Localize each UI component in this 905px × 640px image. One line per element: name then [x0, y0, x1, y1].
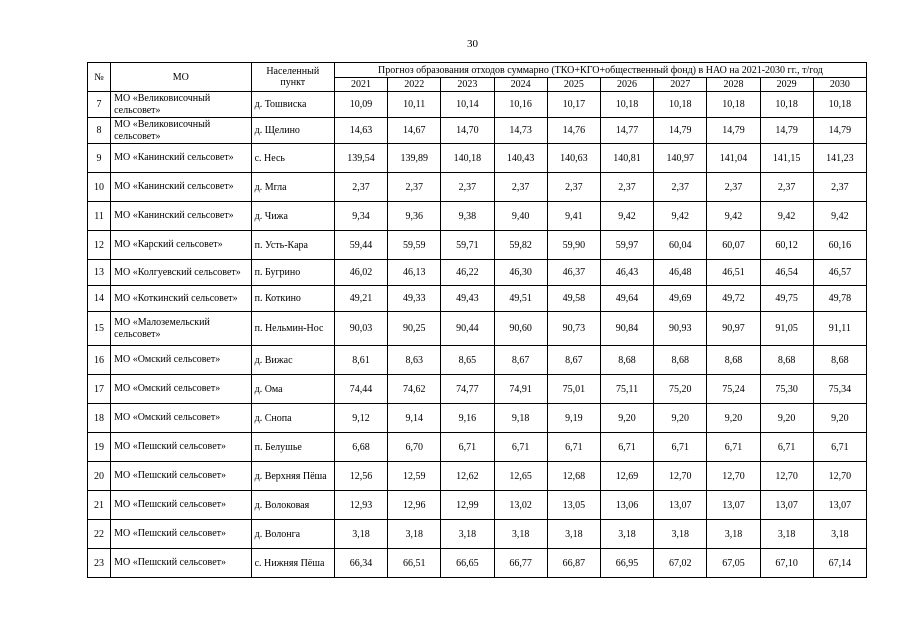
value-cell: 10,17	[547, 92, 600, 118]
value-cell: 49,78	[813, 286, 866, 312]
value-cell: 66,51	[388, 549, 441, 578]
header-year: 2027	[654, 78, 707, 92]
value-cell: 12,70	[707, 462, 760, 491]
value-cell: 10,18	[813, 92, 866, 118]
mo-cell: МО «Пешский сельсовет»	[111, 433, 252, 462]
value-cell: 10,11	[388, 92, 441, 118]
value-cell: 10,16	[494, 92, 547, 118]
value-cell: 12,70	[760, 462, 813, 491]
value-cell: 49,72	[707, 286, 760, 312]
value-cell: 3,18	[600, 520, 653, 549]
table-row	[88, 549, 867, 578]
value-cell: 90,25	[388, 312, 441, 346]
value-cell: 67,14	[813, 549, 866, 578]
value-cell: 6,71	[654, 433, 707, 462]
settlement-cell: п. Коткино	[251, 286, 334, 312]
value-cell: 90,73	[547, 312, 600, 346]
value-cell: 46,02	[334, 260, 387, 286]
value-cell: 9,42	[760, 202, 813, 231]
value-cell: 2,37	[334, 173, 387, 202]
value-cell: 49,69	[654, 286, 707, 312]
row-number-cell: 13	[88, 260, 111, 286]
mo-cell: МО «Великовисочный сельсовет»	[111, 92, 252, 118]
mo-cell: МО «Малоземельский сельсовет»	[111, 312, 252, 346]
settlement-cell: д. Верхняя Пёша	[251, 462, 334, 491]
mo-cell: МО «Пешский сельсовет»	[111, 520, 252, 549]
row-number-cell: 11	[88, 202, 111, 231]
value-cell: 12,56	[334, 462, 387, 491]
value-cell: 90,44	[441, 312, 494, 346]
value-cell: 14,76	[547, 118, 600, 144]
row-number-cell: 17	[88, 375, 111, 404]
value-cell: 8,63	[388, 346, 441, 375]
header-year: 2028	[707, 78, 760, 92]
value-cell: 49,43	[441, 286, 494, 312]
table-row	[88, 92, 867, 118]
value-cell: 6,71	[707, 433, 760, 462]
value-cell: 10,18	[654, 92, 707, 118]
table-row	[88, 433, 867, 462]
value-cell: 75,11	[600, 375, 653, 404]
value-cell: 10,14	[441, 92, 494, 118]
table-row	[88, 346, 867, 375]
value-cell: 140,18	[441, 144, 494, 173]
value-cell: 12,93	[334, 491, 387, 520]
value-cell: 66,87	[547, 549, 600, 578]
value-cell: 3,18	[494, 520, 547, 549]
mo-cell: МО «Карский сельсовет»	[111, 231, 252, 260]
value-cell: 66,77	[494, 549, 547, 578]
value-cell: 74,62	[388, 375, 441, 404]
value-cell: 6,68	[334, 433, 387, 462]
value-cell: 9,42	[654, 202, 707, 231]
value-cell: 12,96	[388, 491, 441, 520]
value-cell: 139,54	[334, 144, 387, 173]
value-cell: 8,68	[600, 346, 653, 375]
value-cell: 9,20	[813, 404, 866, 433]
value-cell: 14,73	[494, 118, 547, 144]
value-cell: 49,33	[388, 286, 441, 312]
value-cell: 59,44	[334, 231, 387, 260]
value-cell: 2,37	[547, 173, 600, 202]
value-cell: 13,06	[600, 491, 653, 520]
value-cell: 14,79	[760, 118, 813, 144]
value-cell: 74,77	[441, 375, 494, 404]
row-number-cell: 10	[88, 173, 111, 202]
table-row	[88, 202, 867, 231]
value-cell: 9,42	[813, 202, 866, 231]
row-number-cell: 7	[88, 92, 111, 118]
value-cell: 10,18	[760, 92, 813, 118]
value-cell: 59,71	[441, 231, 494, 260]
row-number-cell: 19	[88, 433, 111, 462]
settlement-cell: д. Тошвиска	[251, 92, 334, 118]
value-cell: 6,71	[547, 433, 600, 462]
header-year: 2024	[494, 78, 547, 92]
value-cell: 9,36	[388, 202, 441, 231]
value-cell: 3,18	[388, 520, 441, 549]
value-cell: 8,67	[494, 346, 547, 375]
value-cell: 75,34	[813, 375, 866, 404]
value-cell: 90,84	[600, 312, 653, 346]
settlement-cell: д. Ома	[251, 375, 334, 404]
value-cell: 12,70	[654, 462, 707, 491]
settlement-cell: д. Мгла	[251, 173, 334, 202]
table-row	[88, 144, 867, 173]
value-cell: 46,57	[813, 260, 866, 286]
value-cell: 6,71	[600, 433, 653, 462]
mo-cell: МО «Канинский сельсовет»	[111, 202, 252, 231]
value-cell: 12,65	[494, 462, 547, 491]
value-cell: 6,71	[494, 433, 547, 462]
value-cell: 8,68	[760, 346, 813, 375]
value-cell: 3,18	[813, 520, 866, 549]
value-cell: 59,82	[494, 231, 547, 260]
settlement-cell: п. Белушье	[251, 433, 334, 462]
value-cell: 90,03	[334, 312, 387, 346]
mo-cell: МО «Канинский сельсовет»	[111, 144, 252, 173]
value-cell: 12,69	[600, 462, 653, 491]
value-cell: 2,37	[600, 173, 653, 202]
value-cell: 140,63	[547, 144, 600, 173]
table-row	[88, 260, 867, 286]
value-cell: 2,37	[494, 173, 547, 202]
settlement-cell: д. Щелино	[251, 118, 334, 144]
value-cell: 66,95	[600, 549, 653, 578]
page-number: 30	[467, 38, 478, 50]
header-year: 2030	[813, 78, 866, 92]
mo-cell: МО «Великовисочный сельсовет»	[111, 118, 252, 144]
value-cell: 67,02	[654, 549, 707, 578]
value-cell: 74,91	[494, 375, 547, 404]
value-cell: 91,11	[813, 312, 866, 346]
value-cell: 8,68	[654, 346, 707, 375]
row-number-cell: 16	[88, 346, 111, 375]
mo-cell: МО «Канинский сельсовет»	[111, 173, 252, 202]
value-cell: 9,40	[494, 202, 547, 231]
value-cell: 2,37	[760, 173, 813, 202]
value-cell: 60,07	[707, 231, 760, 260]
value-cell: 60,12	[760, 231, 813, 260]
value-cell: 59,59	[388, 231, 441, 260]
value-cell: 49,64	[600, 286, 653, 312]
row-number-cell: 18	[88, 404, 111, 433]
value-cell: 46,30	[494, 260, 547, 286]
value-cell: 141,15	[760, 144, 813, 173]
value-cell: 46,13	[388, 260, 441, 286]
value-cell: 2,37	[441, 173, 494, 202]
settlement-cell: с. Нижняя Пёша	[251, 549, 334, 578]
header-num: №	[88, 63, 111, 92]
table-row	[88, 462, 867, 491]
value-cell: 3,18	[441, 520, 494, 549]
value-cell: 14,79	[654, 118, 707, 144]
value-cell: 9,18	[494, 404, 547, 433]
header-year: 2026	[600, 78, 653, 92]
value-cell: 2,37	[813, 173, 866, 202]
header-year: 2029	[760, 78, 813, 92]
value-cell: 75,01	[547, 375, 600, 404]
header-year: 2022	[388, 78, 441, 92]
value-cell: 14,79	[813, 118, 866, 144]
value-cell: 60,16	[813, 231, 866, 260]
value-cell: 49,51	[494, 286, 547, 312]
value-cell: 10,09	[334, 92, 387, 118]
mo-cell: МО «Омский сельсовет»	[111, 404, 252, 433]
value-cell: 14,77	[600, 118, 653, 144]
value-cell: 14,63	[334, 118, 387, 144]
value-cell: 6,70	[388, 433, 441, 462]
value-cell: 141,04	[707, 144, 760, 173]
value-cell: 9,20	[600, 404, 653, 433]
table-body	[88, 92, 867, 578]
value-cell: 9,14	[388, 404, 441, 433]
value-cell: 9,20	[760, 404, 813, 433]
mo-cell: МО «Омский сельсовет»	[111, 375, 252, 404]
mo-cell: МО «Омский сельсовет»	[111, 346, 252, 375]
value-cell: 13,07	[813, 491, 866, 520]
value-cell: 49,21	[334, 286, 387, 312]
value-cell: 9,16	[441, 404, 494, 433]
value-cell: 66,65	[441, 549, 494, 578]
header-year: 2021	[334, 78, 387, 92]
value-cell: 8,68	[813, 346, 866, 375]
value-cell: 46,43	[600, 260, 653, 286]
table-row	[88, 118, 867, 144]
value-cell: 3,18	[334, 520, 387, 549]
table-row	[88, 286, 867, 312]
value-cell: 59,90	[547, 231, 600, 260]
value-cell: 12,99	[441, 491, 494, 520]
value-cell: 46,51	[707, 260, 760, 286]
mo-cell: МО «Колгуевский сельсовет»	[111, 260, 252, 286]
value-cell: 12,62	[441, 462, 494, 491]
value-cell: 9,12	[334, 404, 387, 433]
value-cell: 6,71	[760, 433, 813, 462]
row-number-cell: 22	[88, 520, 111, 549]
table-row	[88, 404, 867, 433]
row-number-cell: 14	[88, 286, 111, 312]
value-cell: 8,68	[707, 346, 760, 375]
settlement-cell: д. Волоковая	[251, 491, 334, 520]
settlement-cell: д. Снопа	[251, 404, 334, 433]
table-row	[88, 173, 867, 202]
value-cell: 9,20	[707, 404, 760, 433]
value-cell: 6,71	[813, 433, 866, 462]
header-mo: МО	[111, 63, 252, 92]
value-cell: 9,20	[654, 404, 707, 433]
row-number-cell: 12	[88, 231, 111, 260]
value-cell: 13,05	[547, 491, 600, 520]
value-cell: 14,79	[707, 118, 760, 144]
value-cell: 90,93	[654, 312, 707, 346]
settlement-cell: п. Нельмин-Нос	[251, 312, 334, 346]
header-year: 2023	[441, 78, 494, 92]
value-cell: 13,07	[654, 491, 707, 520]
value-cell: 90,97	[707, 312, 760, 346]
value-cell: 91,05	[760, 312, 813, 346]
settlement-cell: д. Волонга	[251, 520, 334, 549]
table-row	[88, 375, 867, 404]
mo-cell: МО «Пешский сельсовет»	[111, 462, 252, 491]
value-cell: 9,34	[334, 202, 387, 231]
settlement-cell: д. Чижа	[251, 202, 334, 231]
value-cell: 8,67	[547, 346, 600, 375]
value-cell: 141,23	[813, 144, 866, 173]
value-cell: 75,24	[707, 375, 760, 404]
value-cell: 12,68	[547, 462, 600, 491]
mo-cell: МО «Пешский сельсовет»	[111, 549, 252, 578]
value-cell: 60,04	[654, 231, 707, 260]
value-cell: 67,10	[760, 549, 813, 578]
value-cell: 139,89	[388, 144, 441, 173]
mo-cell: МО «Коткинский сельсовет»	[111, 286, 252, 312]
value-cell: 66,34	[334, 549, 387, 578]
value-cell: 67,05	[707, 549, 760, 578]
value-cell: 10,18	[707, 92, 760, 118]
value-cell: 12,59	[388, 462, 441, 491]
value-cell: 6,71	[441, 433, 494, 462]
value-cell: 3,18	[547, 520, 600, 549]
value-cell: 9,41	[547, 202, 600, 231]
value-cell: 74,44	[334, 375, 387, 404]
value-cell: 46,22	[441, 260, 494, 286]
row-number-cell: 21	[88, 491, 111, 520]
value-cell: 13,07	[760, 491, 813, 520]
value-cell: 14,67	[388, 118, 441, 144]
table-row	[88, 231, 867, 260]
value-cell: 46,48	[654, 260, 707, 286]
value-cell: 140,97	[654, 144, 707, 173]
value-cell: 9,38	[441, 202, 494, 231]
value-cell: 8,61	[334, 346, 387, 375]
row-number-cell: 23	[88, 549, 111, 578]
waste-forecast-table	[87, 62, 867, 578]
row-number-cell: 20	[88, 462, 111, 491]
value-cell: 3,18	[654, 520, 707, 549]
settlement-cell: д. Вижас	[251, 346, 334, 375]
value-cell: 9,42	[600, 202, 653, 231]
value-cell: 12,70	[813, 462, 866, 491]
header-place: Населенный пункт	[251, 63, 334, 92]
value-cell: 46,37	[547, 260, 600, 286]
value-cell: 14,70	[441, 118, 494, 144]
value-cell: 3,18	[707, 520, 760, 549]
settlement-cell: п. Бугрино	[251, 260, 334, 286]
mo-cell: МО «Пешский сельсовет»	[111, 491, 252, 520]
value-cell: 13,07	[707, 491, 760, 520]
value-cell: 10,18	[600, 92, 653, 118]
value-cell: 3,18	[760, 520, 813, 549]
value-cell: 8,65	[441, 346, 494, 375]
row-number-cell: 9	[88, 144, 111, 173]
table-row	[88, 520, 867, 549]
settlement-cell: п. Усть-Кара	[251, 231, 334, 260]
value-cell: 46,54	[760, 260, 813, 286]
value-cell: 49,75	[760, 286, 813, 312]
header-forecast: Прогноз образования отходов суммарно (ТКО+КГО+общественный фонд) в НАО на 2021-2030 гг., т/год	[334, 63, 866, 78]
value-cell: 49,58	[547, 286, 600, 312]
row-number-cell: 15	[88, 312, 111, 346]
value-cell: 2,37	[654, 173, 707, 202]
settlement-cell: с. Несь	[251, 144, 334, 173]
value-cell: 9,19	[547, 404, 600, 433]
value-cell: 90,60	[494, 312, 547, 346]
table-row	[88, 312, 867, 346]
header-year: 2025	[547, 78, 600, 92]
value-cell: 75,30	[760, 375, 813, 404]
value-cell: 140,81	[600, 144, 653, 173]
value-cell: 13,02	[494, 491, 547, 520]
row-number-cell: 8	[88, 118, 111, 144]
value-cell: 59,97	[600, 231, 653, 260]
table-row	[88, 491, 867, 520]
table-header	[88, 63, 867, 92]
value-cell: 140,43	[494, 144, 547, 173]
value-cell: 75,20	[654, 375, 707, 404]
value-cell: 2,37	[707, 173, 760, 202]
value-cell: 2,37	[388, 173, 441, 202]
value-cell: 9,42	[707, 202, 760, 231]
